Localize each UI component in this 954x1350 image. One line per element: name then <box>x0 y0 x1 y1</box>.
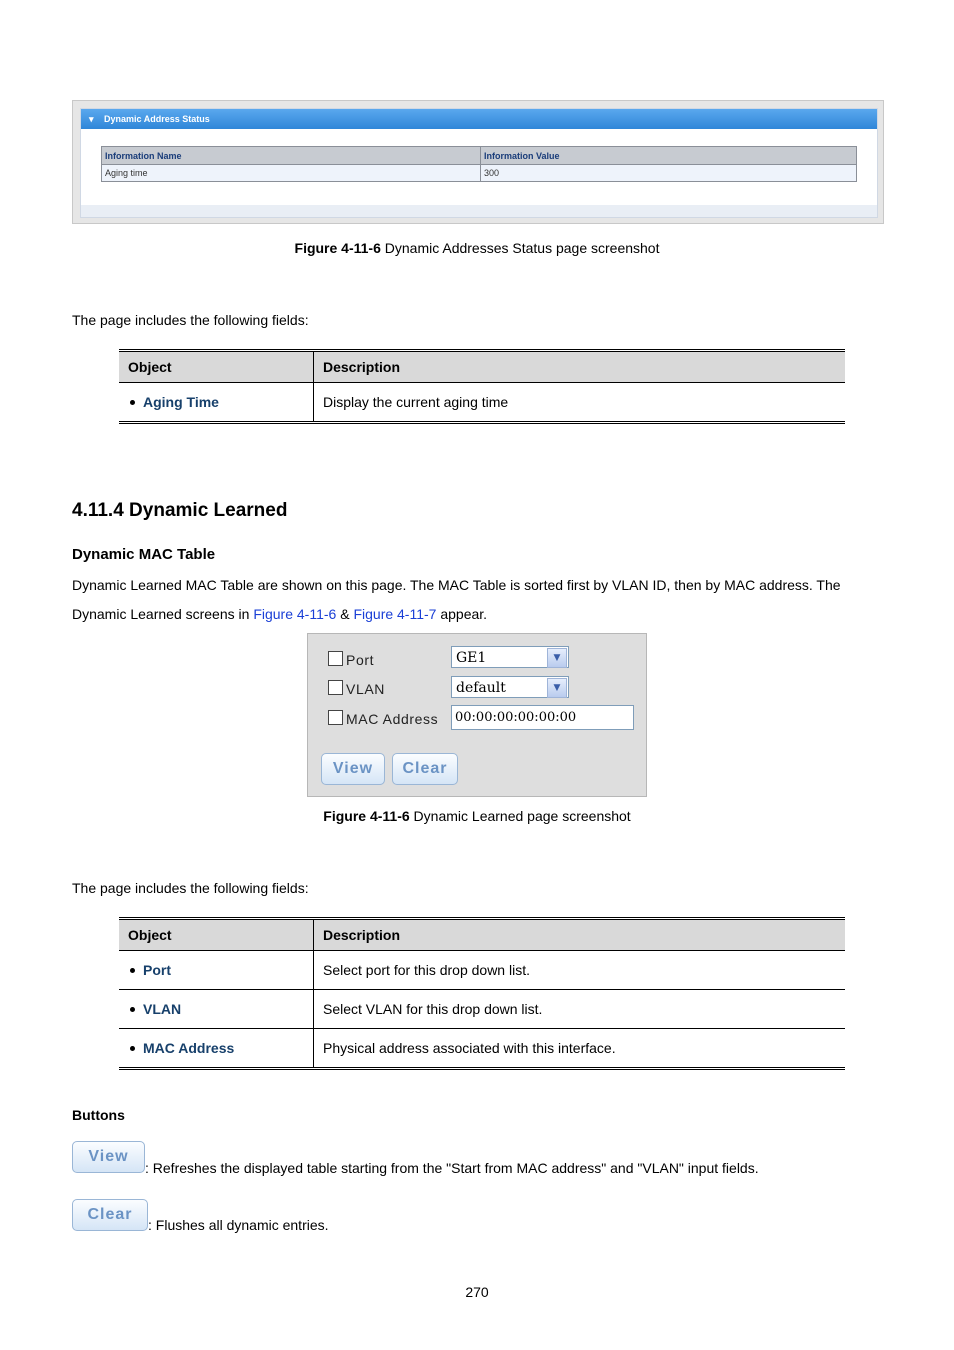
port-label: Port <box>346 652 375 668</box>
figure-label: Figure 4-11-6 <box>323 808 410 824</box>
intro-amp: & <box>336 606 354 622</box>
mac-row <box>328 710 438 727</box>
collapse-arrow-icon: ▾ <box>89 114 94 124</box>
object-header: Object <box>119 919 314 951</box>
intro-line-1: Dynamic Learned MAC Table are shown on this page. The MAC Table is sorted first by VLAN ID, then by MAC address. The <box>72 577 841 593</box>
section-title: 4.11.4 Dynamic Learned <box>72 500 288 521</box>
object-name: Port <box>143 962 171 978</box>
vlan-row <box>328 680 385 697</box>
object-name: VLAN <box>143 1001 182 1017</box>
figure-caption-2 <box>0 808 954 824</box>
port-checkbox[interactable] <box>328 651 343 666</box>
port-select[interactable] <box>451 646 569 668</box>
object-description: Physical address associated with this interface. <box>323 1040 616 1056</box>
clear-button-doc-row <box>72 1199 932 1233</box>
dynamic-learned-screenshot <box>307 633 647 797</box>
object-name: Aging Time <box>143 394 219 410</box>
panel-title-bar <box>81 109 877 129</box>
table-row <box>119 990 845 1029</box>
mac-checkbox[interactable] <box>328 710 343 725</box>
dynamic-address-status-screenshot <box>72 100 884 224</box>
fields-table-2 <box>119 917 845 1070</box>
vlan-select[interactable] <box>451 676 569 698</box>
figure-caption-1 <box>0 240 954 256</box>
status-panel <box>80 108 878 218</box>
figure-link-2[interactable]: Figure 4-11-7 <box>353 606 437 622</box>
intro-line-2-end: appear. <box>436 606 488 622</box>
description-header: Description <box>314 351 846 383</box>
panel-footer <box>81 205 877 217</box>
object-description: Select port for this drop down list. <box>314 951 846 990</box>
port-row <box>328 651 374 668</box>
info-value-cell: 300 <box>481 165 857 182</box>
figure-label: Figure 4-11-6 <box>294 240 381 256</box>
object-description: Select VLAN for this drop down list. <box>314 990 846 1029</box>
chevron-down-icon[interactable]: ▼ <box>547 678 567 698</box>
buttons-heading: Buttons <box>72 1107 125 1123</box>
fields-intro-2: The page includes the following fields: <box>72 880 309 896</box>
view-button-description: : Refreshes the displayed table starting from the "Start from MAC address" and "VLAN" input fields. <box>145 1160 759 1176</box>
mac-address-input[interactable]: 00:00:00:00:00:00 <box>451 705 634 730</box>
table-row <box>119 1029 845 1069</box>
clear-button-description: : Flushes all dynamic entries. <box>148 1217 329 1233</box>
fields-table-1 <box>119 349 845 424</box>
chevron-down-icon[interactable]: ▼ <box>547 648 567 668</box>
clear-button-sample[interactable]: Clear <box>72 1199 148 1231</box>
info-value-header: Information Value <box>481 147 857 165</box>
intro-paragraph <box>72 571 841 629</box>
panel-title: Dynamic Address Status <box>104 114 210 124</box>
info-name-cell: Aging time <box>102 165 481 182</box>
bullet-icon <box>130 968 135 973</box>
view-button-sample[interactable]: View <box>72 1141 145 1173</box>
table-row <box>119 951 845 990</box>
vlan-label: VLAN <box>346 681 385 697</box>
subsection-title: Dynamic MAC Table <box>72 546 216 563</box>
description-header: Description <box>314 919 846 951</box>
port-select-value: GE1 <box>456 650 487 666</box>
bullet-icon <box>130 400 135 405</box>
bullet-icon <box>130 1046 135 1051</box>
figure-text: Dynamic Learned page screenshot <box>409 808 631 824</box>
bullet-icon <box>130 1007 135 1012</box>
info-table <box>101 146 857 182</box>
fields-intro-1: The page includes the following fields: <box>72 312 309 328</box>
page-number: 270 <box>465 1284 489 1300</box>
vlan-select-value: default <box>456 680 506 696</box>
figure-text: Dynamic Addresses Status page screenshot <box>380 240 660 256</box>
object-name: MAC Address <box>143 1040 235 1056</box>
clear-button[interactable]: Clear <box>392 753 458 785</box>
table-row <box>119 383 845 423</box>
object-description: Display the current aging time <box>323 394 509 410</box>
view-button[interactable]: View <box>321 753 385 785</box>
object-header: Object <box>119 351 314 383</box>
vlan-checkbox[interactable] <box>328 680 343 695</box>
intro-line-2: Dynamic Learned screens in <box>72 606 254 622</box>
mac-label: MAC Address <box>346 711 439 727</box>
view-button-doc-row <box>72 1141 932 1175</box>
info-name-header: Information Name <box>102 147 481 165</box>
figure-link-1[interactable]: Figure 4-11-6 <box>253 606 337 622</box>
